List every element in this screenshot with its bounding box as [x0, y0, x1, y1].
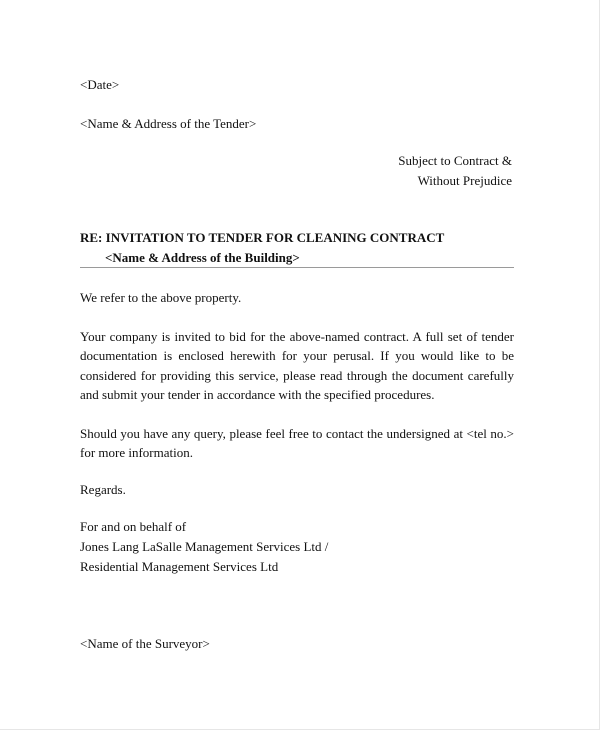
heading-divider — [80, 267, 514, 268]
paragraph-invitation — [80, 327, 514, 404]
surveyor-placeholder: <Name of the Surveyor> — [80, 636, 210, 651]
paragraph-invitation-line: documentation is enclosed herewith for your perusal. If you would like to be — [80, 348, 514, 364]
behalf-line-2: Jones Lang LaSalle Management Services Ltd / — [80, 539, 329, 554]
paragraph-invitation-line: Your company is invited to bid for the above-named contract. A full set of tender — [80, 329, 514, 344]
paragraph-query — [80, 424, 514, 463]
regards-text: Regards. — [80, 482, 126, 497]
intro-text: We refer to the above property. — [80, 290, 242, 305]
paragraph-invitation-line: and submit your tender in accordance with the specified procedures. — [80, 386, 435, 402]
paragraph-query-line: Should you have any query, please feel free to contact the undersigned at <tel no.> — [80, 426, 514, 441]
subject-line-2: Without Prejudice — [417, 173, 512, 188]
behalf-line-3: Residential Management Services Ltd — [80, 559, 279, 574]
date-placeholder: <Date> — [80, 77, 120, 92]
re-title: RE: INVITATION TO TENDER FOR CLEANING CONTRACT — [80, 230, 445, 245]
subject-notice — [398, 153, 512, 189]
behalf-line-1: For and on behalf of — [80, 519, 187, 534]
paragraph-invitation-line: considered for providing this service, please read through the document carefully — [80, 367, 514, 383]
re-building: <Name & Address of the Building> — [105, 250, 300, 265]
subject-line-1: Subject to Contract & — [398, 153, 512, 168]
tender-address-placeholder: <Name & Address of the Tender> — [80, 116, 257, 131]
paragraph-query-line: for more information. — [80, 445, 193, 461]
